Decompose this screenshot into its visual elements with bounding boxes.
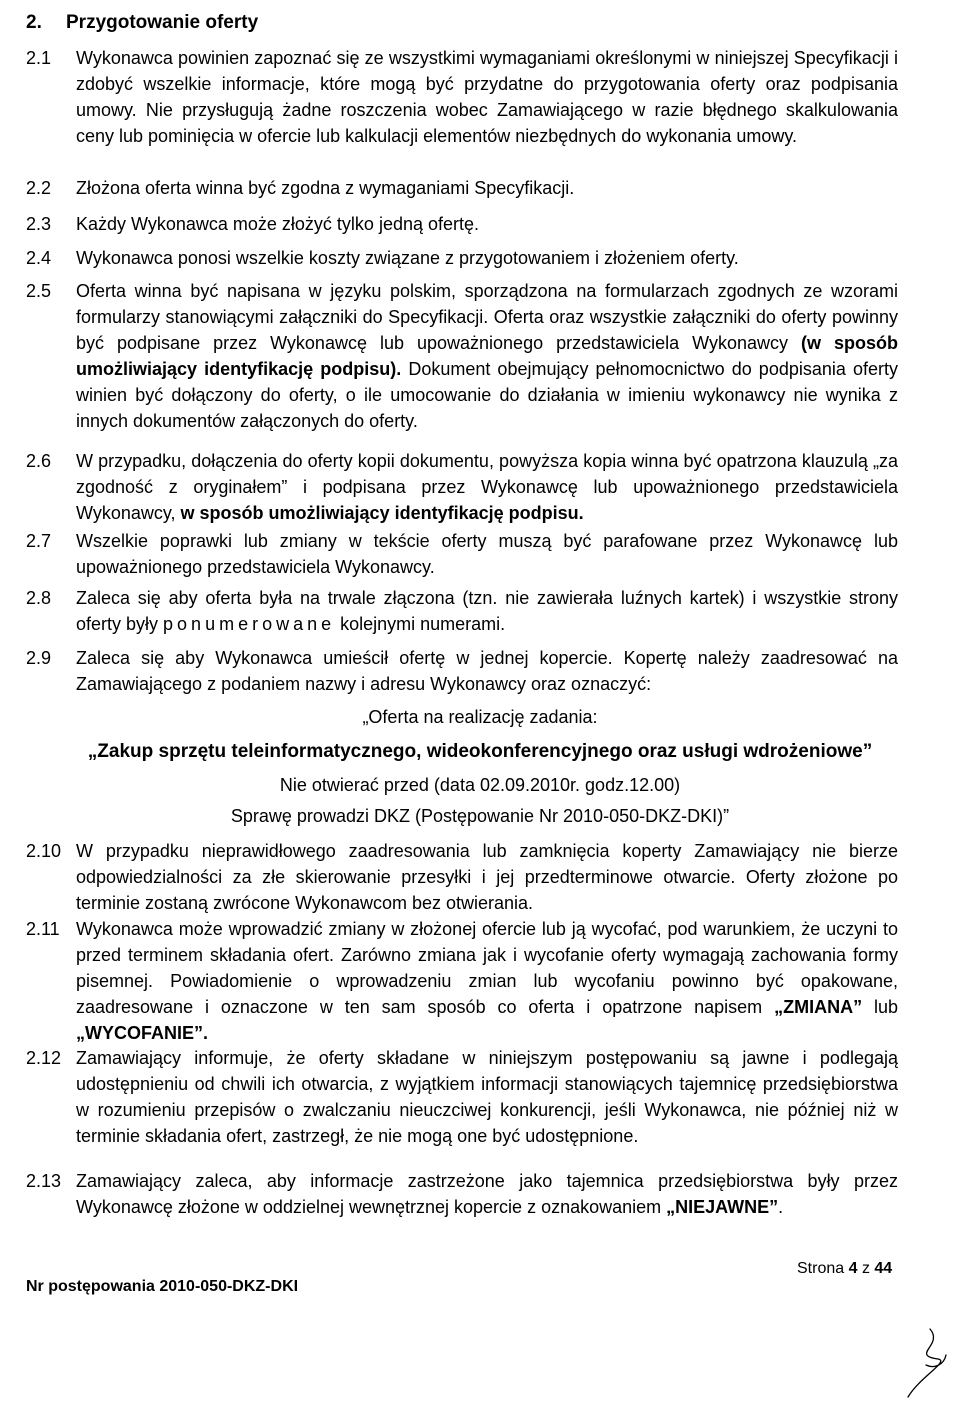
paragraph-text: Wykonawca powinien zapoznać się ze wszystkimi wymaganiami określonymi w niniejszej Specyfikacji i zdobyć wszelkie informacje, które mogą być przydatne do przygotowania oferty oraz podpisania umowy. Nie przysługują żadne roszczenia wobec Zamawiającego w razie błędnego skalkulowania ceny lub pominięcia w ofercie lub kalkulacji elementów niezbędnych do wykonania umowy. (76, 48, 898, 146)
envelope-line-2: „Zakup sprzętu teleinformatycznego, wideokonferencyjnego oraz usługi wdrożeniowe” (87, 741, 873, 762)
paragraph-2-10 (26, 838, 898, 916)
paragraph-2-2 (26, 175, 898, 201)
paragraph-2-9 (26, 645, 898, 697)
paragraph-text: Zaleca się aby Wykonawca umieścił ofertę w jednej kopercie. Kopertę należy zaadresować na Zamawiającego z podaniem nazwy i adresu Wykonawcy oraz oznaczyć: (76, 648, 898, 694)
paragraph-text-part: Wykonawca może wprowadzić zmiany w złożonej ofercie lub ją wycofać, pod warunkiem, że uczyni to przed terminem składania ofert. Zarówno zmiana jak i wycofanie oferty wymagają zachowania formy pisemnej. Powiadomienie o wprowadzeniu zmian lub wycofaniu powinno być opakowane, zaadresowane i oznaczone w ten sam sposób co oferta i opatrzone napisem (76, 919, 898, 1017)
paragraph-2-1 (26, 45, 898, 149)
paragraph-bold-text: „NIEJAWNE” (666, 1197, 779, 1217)
paragraph-2-4 (26, 245, 898, 271)
paragraph-text (76, 448, 898, 526)
paragraph-text-part: lub (862, 997, 898, 1017)
page-number (797, 1260, 892, 1278)
paragraph-number: 2.5 (26, 281, 52, 301)
paragraph-text-part: . (778, 1197, 784, 1217)
paragraph-number: 2.9 (26, 648, 52, 668)
paragraph-2-8 (26, 585, 898, 637)
envelope-line-4: Sprawę prowadzi DKZ (Postępowanie Nr 2010-050-DKZ-DKI)” (230, 806, 730, 826)
paragraph-2-13 (26, 1168, 898, 1220)
section-title: Przygotowanie oferty (66, 12, 259, 33)
page-total: 44 (874, 1260, 893, 1277)
envelope-line-1: „Oferta na realizację zadania: (362, 707, 598, 727)
paragraph-2-3 (26, 211, 898, 237)
paragraph-2-12 (26, 1045, 898, 1149)
paragraph-number: 2.13 (26, 1171, 62, 1191)
page-current: 4 (848, 1260, 858, 1277)
paragraph-number: 2.8 (26, 588, 52, 608)
section-heading (26, 12, 258, 34)
paragraph-bold-text: „ZMIANA” (774, 997, 863, 1017)
paragraph-text (76, 916, 898, 1046)
paragraph-bold-text: „WYCOFANIE”. (76, 1023, 209, 1043)
paragraph-spaced-text: ponumerowane (163, 614, 336, 634)
paragraph-number: 2.10 (26, 841, 62, 861)
page-prefix: Strona (797, 1260, 849, 1277)
section-number: 2. (26, 12, 42, 33)
paragraph-text: Każdy Wykonawca może złożyć tylko jedną ofertę. (76, 214, 480, 234)
paragraph-text-part: Dokument obejmujący pełnomocnictwo do podpisania oferty winien być dołączony do oferty, o ile umocowanie do działania w imieniu wykonawcy nie wynika z innych dokumentów załączonych do oferty. (76, 359, 898, 431)
paragraph-text (76, 1168, 898, 1220)
paragraph-text-part: Zaleca się aby oferta była na trwale złączona (tzn. nie zawierała luźnych kartek) i wszystkie strony oferty były (76, 588, 898, 634)
paragraph-text-part: Oferta winna być napisana w języku polskim, sporządzona na formularzach zgodnych ze wzorami formularzy stanowiącymi załączniki do Specyfikacji. Oferta oraz wszystkie załączniki do oferty powinny być podpisane przez Wykonawcę lub upoważnionego przedstawiciela Wykonawcy (76, 281, 898, 353)
paragraph-bold-text: w sposób umożliwiający identyfikację podpisu. (180, 503, 584, 523)
paragraph-2-6 (26, 448, 898, 526)
paragraph-number: 2.11 (26, 919, 60, 939)
paragraph-number: 2.3 (26, 214, 52, 234)
paragraph-text: Zamawiający informuje, że oferty składane w niniejszym postępowaniu są jawne i podlegają udostępnieniu od chwili ich otwarcia, z wyjątkiem informacji stanowiących tajemnicę przedsiębiorstwa w rozumieniu przepisów o zwalczaniu nieuczciwej konkurencji, jeśli Wykonawca, nie później niż w terminie składania ofert, zastrzegł, że nie mogą one być udostępnione. (76, 1048, 898, 1146)
paragraph-number: 2.2 (26, 178, 52, 198)
paragraph-number: 2.4 (26, 248, 52, 268)
footer-procedure-number: Nr postępowania 2010-050-DKZ-DKI (26, 1278, 299, 1295)
initials-signature-icon (900, 1325, 952, 1401)
paragraph-text: Wszelkie poprawki lub zmiany w tekście oferty muszą być parafowane przez Wykonawcę lub upoważnionego przedstawiciela Wykonawcy. (76, 531, 898, 577)
paragraph-number: 2.7 (26, 531, 52, 551)
paragraph-text (76, 585, 898, 637)
paragraph-number: 2.1 (26, 48, 52, 68)
paragraph-text-part: Zamawiający zaleca, aby informacje zastrzeżone jako tajemnica przedsiębiorstwa były przez Wykonawcę złożone w oddzielnej wewnętrznej kopercie z oznakowaniem (76, 1171, 898, 1217)
paragraph-text-part: kolejnymi numerami. (335, 614, 506, 634)
paragraph-text: Wykonawca ponosi wszelkie koszty związane z przygotowaniem i złożeniem oferty. (76, 248, 739, 268)
paragraph-text-part: W przypadku, dołączenia do oferty kopii dokumentu, powyższa kopia winna być opatrzona klauzulą „za zgodność z oryginałem” i podpisana przez Wykonawcę lub upoważnionego przedstawiciela Wykonawcy, (76, 451, 898, 523)
envelope-line-3: Nie otwierać przed (data 02.09.2010r. godz.12.00) (279, 775, 681, 795)
page-mid: z (857, 1260, 875, 1277)
paragraph-2-11 (26, 916, 898, 1046)
paragraph-2-7 (26, 528, 898, 580)
paragraph-bold-text: (w sposób umożliwiający identyfikację podpisu). (76, 333, 898, 379)
paragraph-number: 2.12 (26, 1048, 62, 1068)
paragraph-2-5 (26, 278, 898, 434)
paragraph-text: Złożona oferta winna być zgodna z wymaganiami Specyfikacji. (76, 178, 575, 198)
paragraph-text (76, 278, 898, 434)
paragraph-text: W przypadku nieprawidłowego zaadresowania lub zamknięcia koperty Zamawiający nie bierze odpowiedzialności za złe skierowanie przesyłki i jej przedterminowe otwarcie. Oferty złożone po terminie zostaną zwrócone Wykonawcom bez otwierania. (76, 841, 898, 913)
paragraph-number: 2.6 (26, 451, 52, 471)
